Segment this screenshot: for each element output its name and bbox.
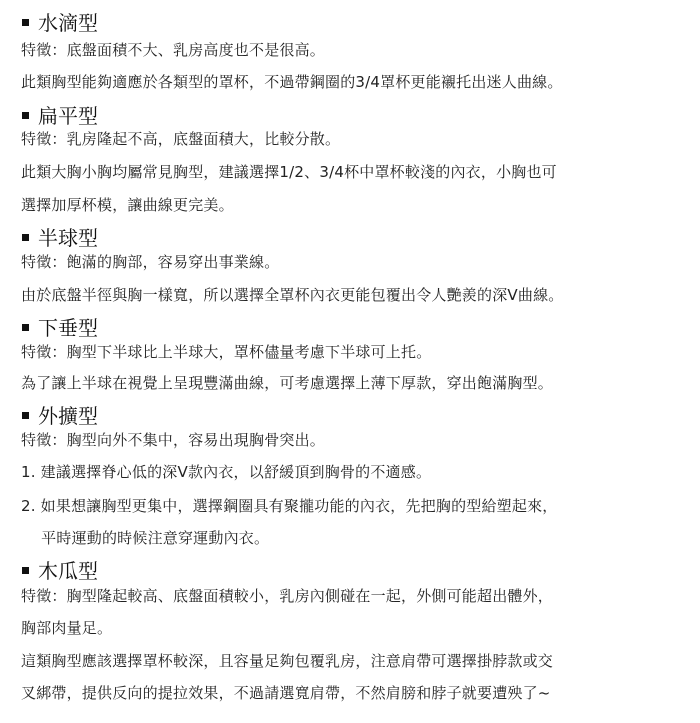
list-item-continuation: 平時運動的時候注意穿運動內衣。: [21, 529, 270, 547]
paragraph-line: 特徵：胸型下半球比上半球大，罩杯儘量考慮下半球可上托。: [21, 343, 432, 361]
list-item: 1. 建議選擇脊心低的深V款內衣，以舒緩頂到胸骨的不適感。: [21, 463, 432, 481]
paragraph-line: 特徵：飽滿的胸部，容易穿出事業線。: [21, 253, 280, 271]
paragraph-line: 特徵：胸型隆起較高、底盤面積較小，乳房內側碰在一起，外側可能超出體外，: [21, 587, 554, 605]
paragraph-line: 這類胸型應該選擇罩杯較深，且容量足夠包覆乳房，注意肩帶可選擇掛脖款或交: [21, 652, 554, 670]
square-bullet-icon: [22, 234, 29, 241]
square-bullet-icon: [22, 412, 29, 419]
paragraph-line: 此類大胸小胸均屬常見胸型，建議選擇1/2、3/4杯中罩杯較淺的內衣，小胸也可: [21, 163, 557, 181]
section-heading-flat: 扁平型: [20, 103, 98, 129]
square-bullet-icon: [22, 324, 29, 331]
section-heading-papaya: 木瓜型: [20, 558, 98, 584]
paragraph-line: 胸部肉量足。: [21, 619, 113, 637]
section-heading-outward: 外擴型: [20, 403, 98, 429]
square-bullet-icon: [22, 19, 29, 26]
paragraph-line: 特徵：乳房隆起不高，底盤面積大，比較分散。: [21, 130, 341, 148]
list-item: 2. 如果想讓胸型更集中，選擇鋼圈具有聚攏功能的內衣，先把胸的型給塑起來，: [21, 497, 558, 515]
paragraph-line: 叉綁帶，提供反向的提拉效果，不過請選寬肩帶，不然肩膀和脖子就要遭殃了~: [21, 684, 551, 702]
paragraph-line: 特徵：底盤面積不大、乳房高度也不是很高。: [21, 41, 326, 59]
paragraph-line: 為了讓上半球在視覺上呈現豐滿曲線，可考慮選擇上薄下厚款，穿出飽滿胸型。: [21, 374, 554, 392]
paragraph-line: 特徵：胸型向外不集中，容易出現胸骨突出。: [21, 431, 326, 449]
section-heading-water-drop: 水滴型: [20, 10, 98, 36]
paragraph-line: 此類胸型能夠適應於各類型的罩杯，不過帶鋼圈的3/4罩杯更能襯托出迷人曲線。: [21, 73, 563, 91]
section-heading-hemisphere: 半球型: [20, 225, 98, 251]
square-bullet-icon: [22, 112, 29, 119]
paragraph-line: 由於底盤半徑與胸一樣寬，所以選擇全罩杯內衣更能包覆出令人艷羨的深V曲線。: [21, 286, 564, 304]
section-heading-sagging: 下垂型: [20, 315, 98, 341]
paragraph-line: 選擇加厚杯模，讓曲線更完美。: [21, 196, 234, 214]
square-bullet-icon: [22, 567, 29, 574]
